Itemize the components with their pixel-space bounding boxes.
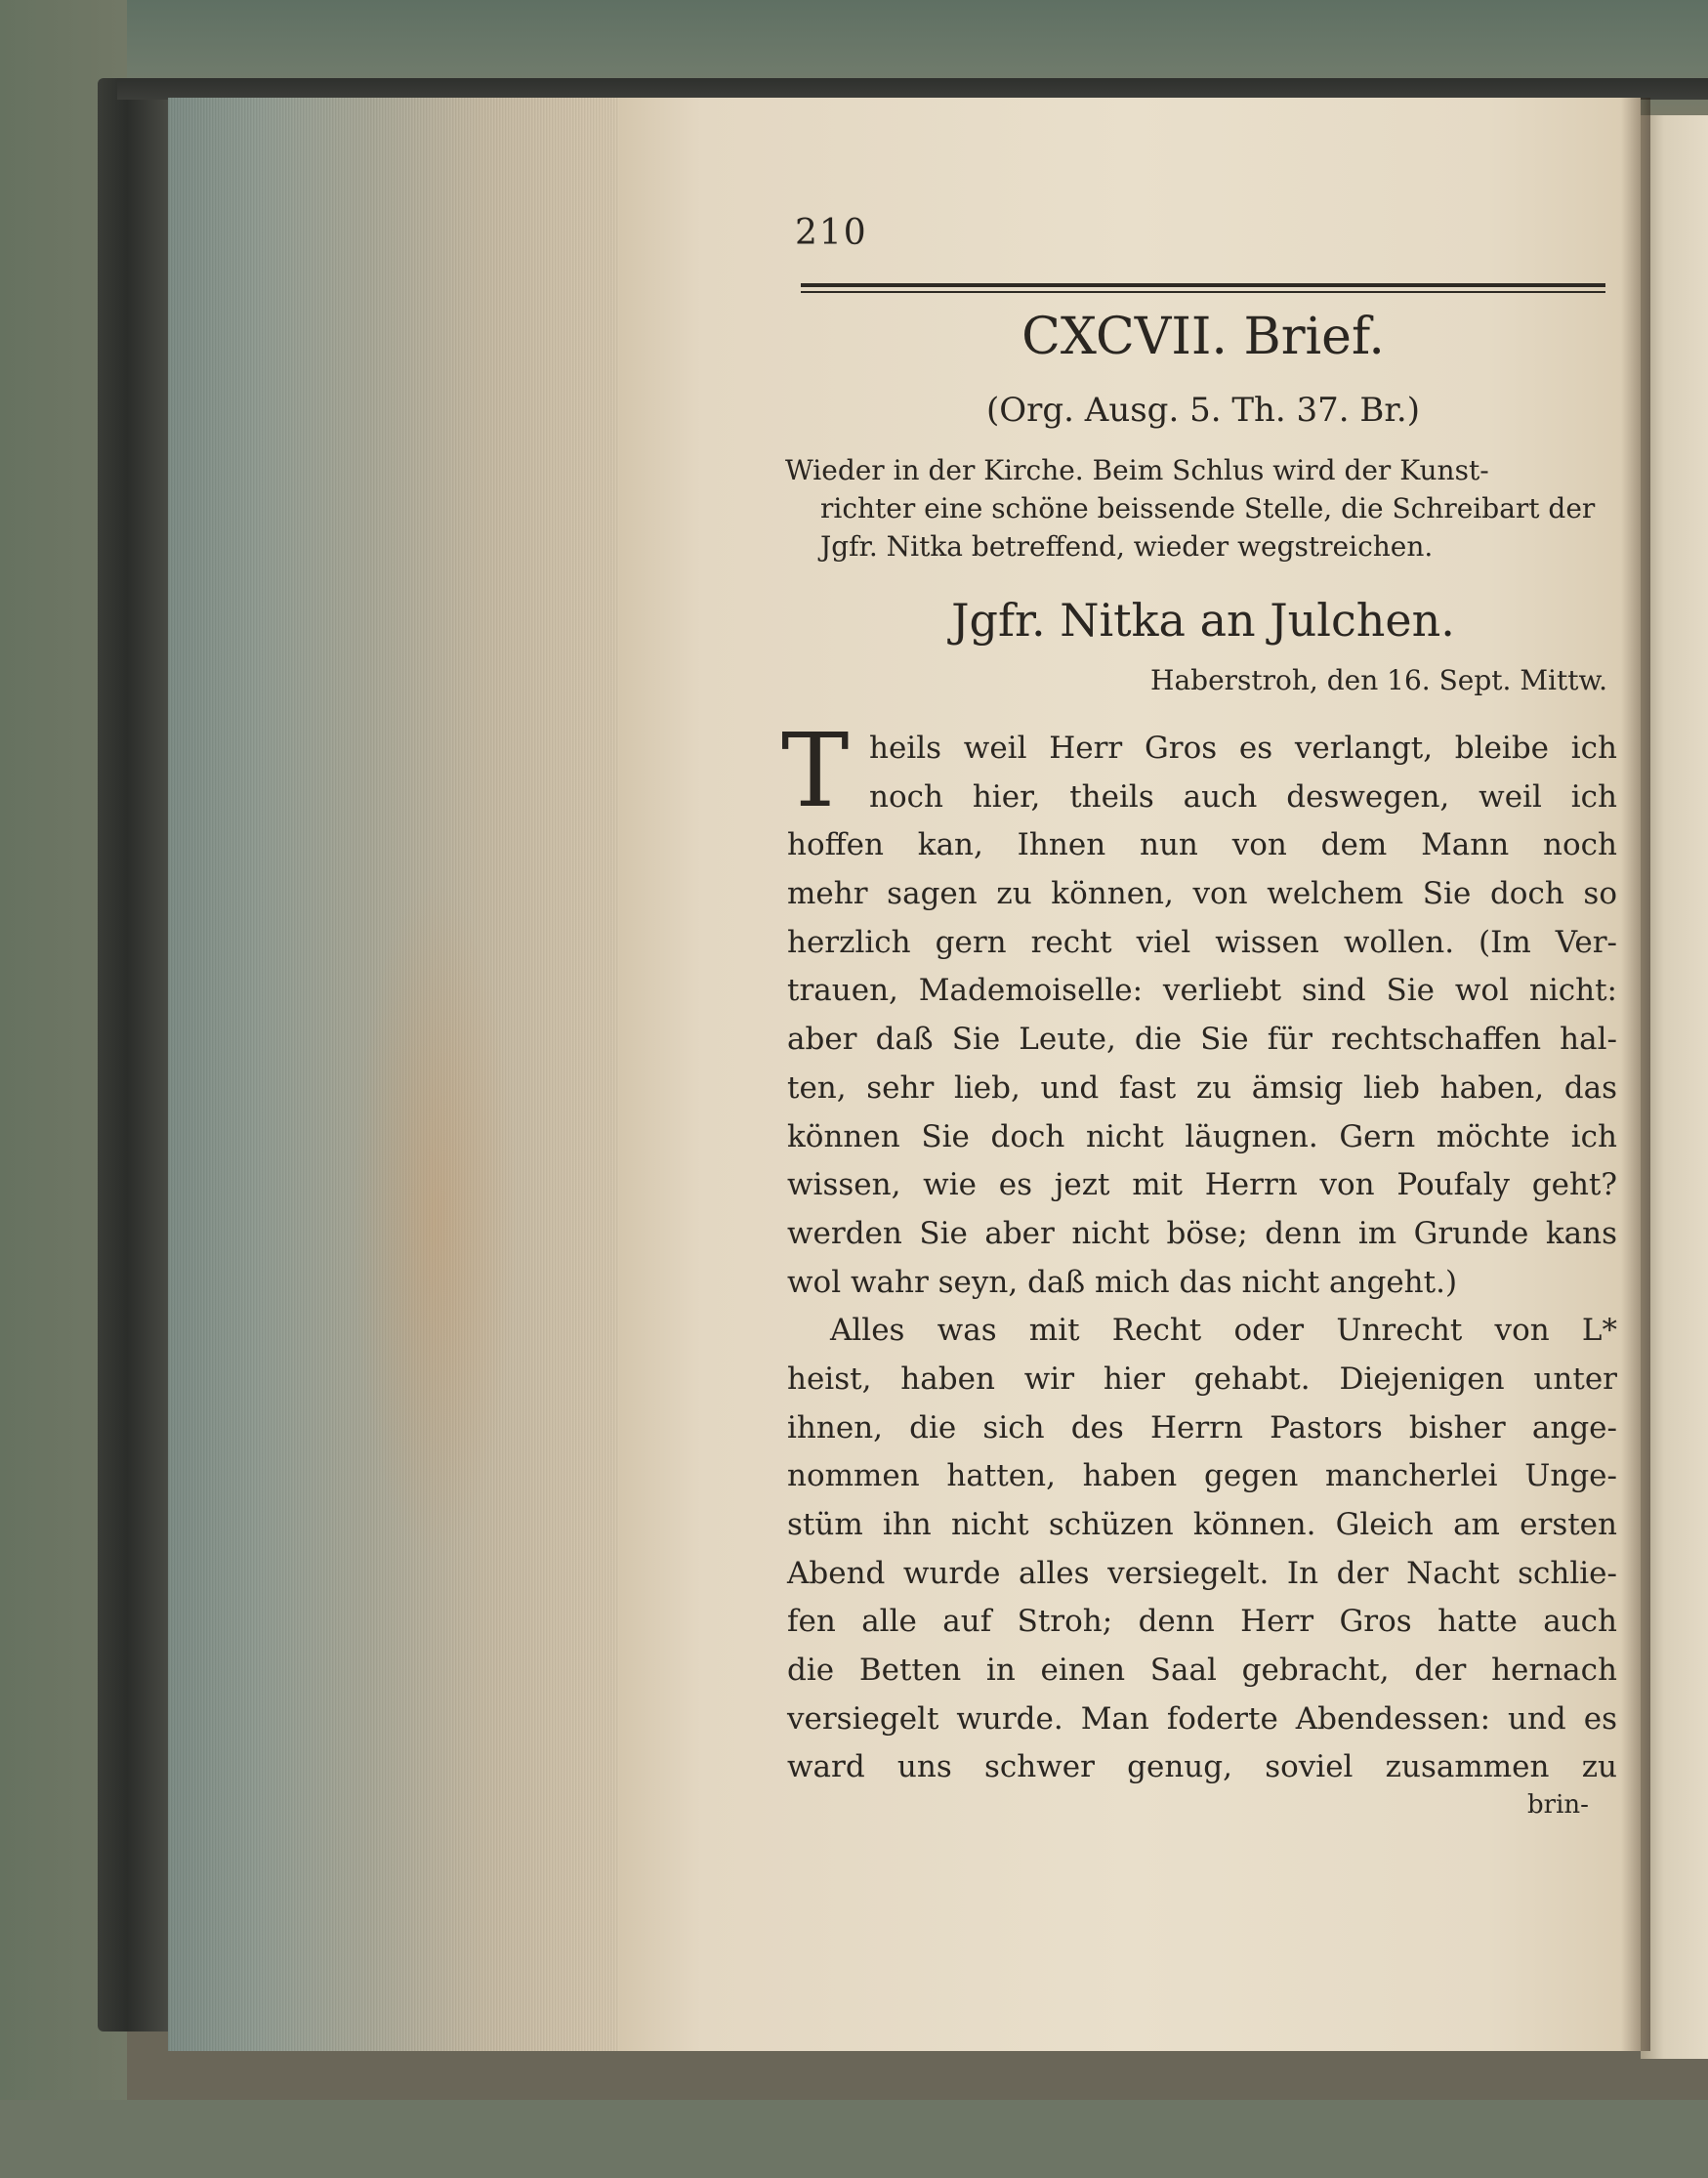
water-stain xyxy=(352,879,518,1563)
text-line: herzlich gern recht viel wissen wollen. (Im Ver- xyxy=(787,924,1617,960)
text-line: werden Sie aber nicht böse; denn im Grunde kans xyxy=(787,1215,1617,1251)
header-rule-thick xyxy=(801,283,1605,287)
dateline: Haberstroh, den 16. Sept. Mittw. xyxy=(1150,664,1607,696)
text-line: aber daß Sie Leute, die Sie für rechtschaffen hal- xyxy=(787,1022,1617,1058)
book-cover-spine xyxy=(98,78,171,2031)
summary-line: richter eine schöne beissende Stelle, die Schreibart der xyxy=(820,492,1596,524)
facing-page-edge xyxy=(1641,115,1708,2059)
text-line: fen alle auf Stroh; denn Herr Gros hatte auch xyxy=(787,1604,1617,1640)
page-number: 210 xyxy=(795,213,868,253)
text-line: hoffen kan, Ihnen nun von dem Mann noch xyxy=(787,827,1617,863)
edition-note: (Org. Ausg. 5. Th. 37. Br.) xyxy=(986,391,1420,430)
text-line: heist, haben wir hier gehabt. Diejenigen unter xyxy=(787,1361,1617,1397)
letter-body xyxy=(781,711,1617,1792)
text-line: nommen hatten, haben gegen mancherlei Unge- xyxy=(787,1458,1617,1494)
text-line: trauen, Mademoiselle: verliebt sind Sie wol nicht: xyxy=(787,973,1617,1009)
text-line: ihnen, die sich des Herrn Pastors bisher ange- xyxy=(787,1409,1617,1445)
text-line: versiegelt wurde. Man foderte Abendessen: und es xyxy=(787,1700,1617,1737)
book-page xyxy=(619,98,1641,2051)
text-line: die Betten in einen Saal gebracht, der hernach xyxy=(787,1653,1617,1689)
gutter-shadow xyxy=(1621,98,1650,2051)
text-line: heils weil Herr Gros es verlangt, bleibe ich xyxy=(869,731,1617,766)
text-line: können Sie doch nicht läugnen. Gern möchte ich xyxy=(787,1118,1617,1154)
letter-summary xyxy=(785,451,1615,565)
text-line: noch hier, theils auch deswegen, weil ich xyxy=(869,778,1617,815)
text-line: ward uns schwer genug, soviel zusammen zu xyxy=(787,1749,1617,1785)
letter-heading: Jgfr. Nitka an Julchen. xyxy=(951,594,1455,647)
book-cover-top xyxy=(117,78,1708,100)
letter-title: CXCVII. Brief. xyxy=(1021,308,1385,366)
text-line: stüm ihn nicht schüzen können. Gleich am ersten xyxy=(787,1507,1617,1542)
drop-cap: T xyxy=(781,711,850,830)
text-line: Alles was mit Recht oder Unrecht von L* xyxy=(830,1313,1617,1349)
text-line: wol wahr seyn, daß mich das nicht angeht.) xyxy=(787,1264,1458,1300)
summary-line: Jgfr. Nitka betreffend, wieder wegstreichen. xyxy=(820,530,1434,563)
catchword: brin- xyxy=(1527,1790,1589,1820)
background-bottom xyxy=(0,2100,1708,2178)
header-rule-thin xyxy=(801,291,1605,293)
text-line: mehr sagen zu können, von welchem Sie doch so xyxy=(787,876,1617,912)
text-line: Abend wurde alles versiegelt. In der Nacht schlie- xyxy=(787,1555,1617,1591)
text-line: ten, sehr lieb, und fast zu ämsig lieb haben, das xyxy=(787,1069,1617,1106)
summary-line: Wieder in der Kirche. Beim Schlus wird der Kunst- xyxy=(785,454,1489,486)
text-line: wissen, wie es jezt mit Herrn von Poufaly geht? xyxy=(787,1167,1617,1203)
